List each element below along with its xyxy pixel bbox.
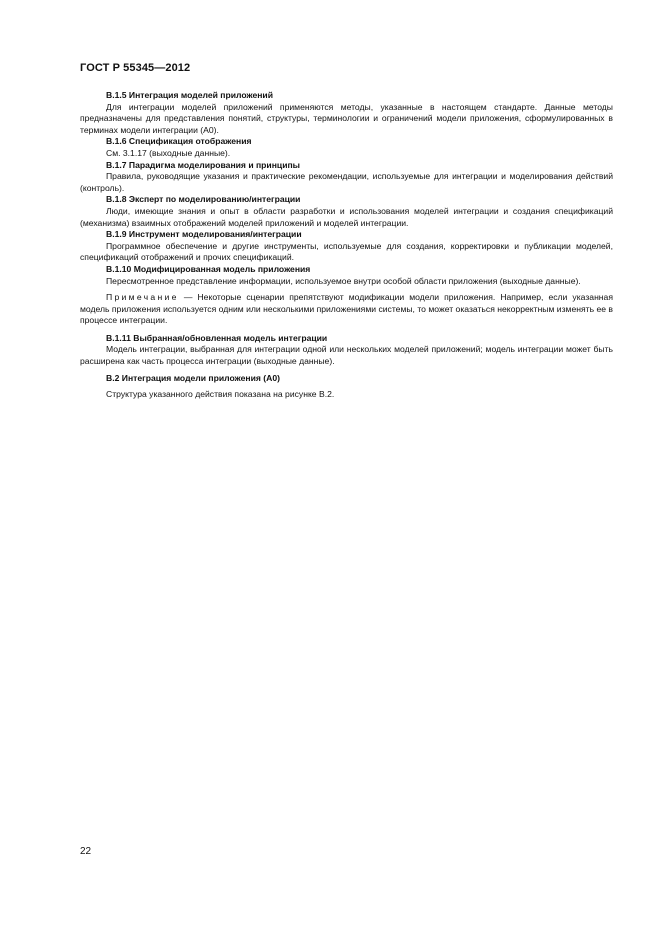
section-text: Пересмотренное представление информации, используемое внутри особой области приложения (выходные данные). xyxy=(106,275,581,286)
note-label: Примечание xyxy=(106,292,179,303)
note-paragraph xyxy=(80,292,613,327)
section-text: См. 3.1.17 (выходные данные). xyxy=(106,147,231,158)
section-text: Модель интеграции, выбранная для интеграции одной или нескольких моделей приложений; модель интеграции может быть расширена как часть процесса интеграции (выходные данные). xyxy=(80,344,613,367)
section-text: Правила, руководящие указания и практические рекомендации, используемые для интеграции и моделирования действий (контроль). xyxy=(80,171,613,193)
section-text: Программное обеспечение и другие инструменты, используемые для создания, корректировки и публикации моделей, спецификаций отображений и прочих спецификаций. xyxy=(80,240,613,263)
section-title: В.1.7 Парадигма моделирования и принципы xyxy=(106,159,301,170)
section-text: Структура указанного действия показана на рисунке В.2. xyxy=(106,389,335,400)
section-title: В.1.9 Инструмент моделирования/интеграции xyxy=(106,229,302,240)
section-title: В.1.10 Модифицированная модель приложения xyxy=(106,263,311,274)
section-text: Для интеграции моделей приложений применяются методы, указанные в настоящем стандарте. Данные методы предназначены для представления понятий, структуры, терминологии и ограничений модели приложения, сформулированных в терминах модели интеграции (А0). xyxy=(80,101,613,135)
section-b-1-8 xyxy=(80,194,613,229)
section-b-1-5 xyxy=(80,90,613,136)
note-text: — Некоторые сценарии препятствуют модификации модели приложения. Например, если указанная модель приложения используется одним или несколькими приложениями системы, то может оказаться некорректным изменять ее в процессе интеграции. xyxy=(80,292,613,326)
section-b-1-11 xyxy=(80,333,613,368)
section-title: В.1.5 Интеграция моделей приложений xyxy=(106,90,273,100)
section-b-1-9 xyxy=(80,229,613,264)
document-body xyxy=(80,90,613,401)
page-number: 22 xyxy=(80,846,92,857)
section-b-1-6 xyxy=(80,136,613,159)
section-b-2 xyxy=(80,373,613,401)
section-title: В.2 Интеграция модели приложения (А0) xyxy=(106,372,280,383)
section-b-1-10 xyxy=(80,264,613,287)
standard-header: ГОСТ Р 55345—2012 xyxy=(80,62,191,74)
section-title: В.1.6 Спецификация отображения xyxy=(106,136,252,147)
section-title: В.1.11 Выбранная/обновленная модель интеграции xyxy=(106,332,328,343)
section-text: Люди, имеющие знания и опыт в области разработки и использования моделей интеграции и создания спецификаций (механизма) взаимных отображений моделей приложений и моделей интеграции. xyxy=(80,205,613,228)
section-title: В.1.8 Эксперт по моделированию/интеграции xyxy=(106,194,301,205)
section-b-1-7 xyxy=(80,160,613,195)
